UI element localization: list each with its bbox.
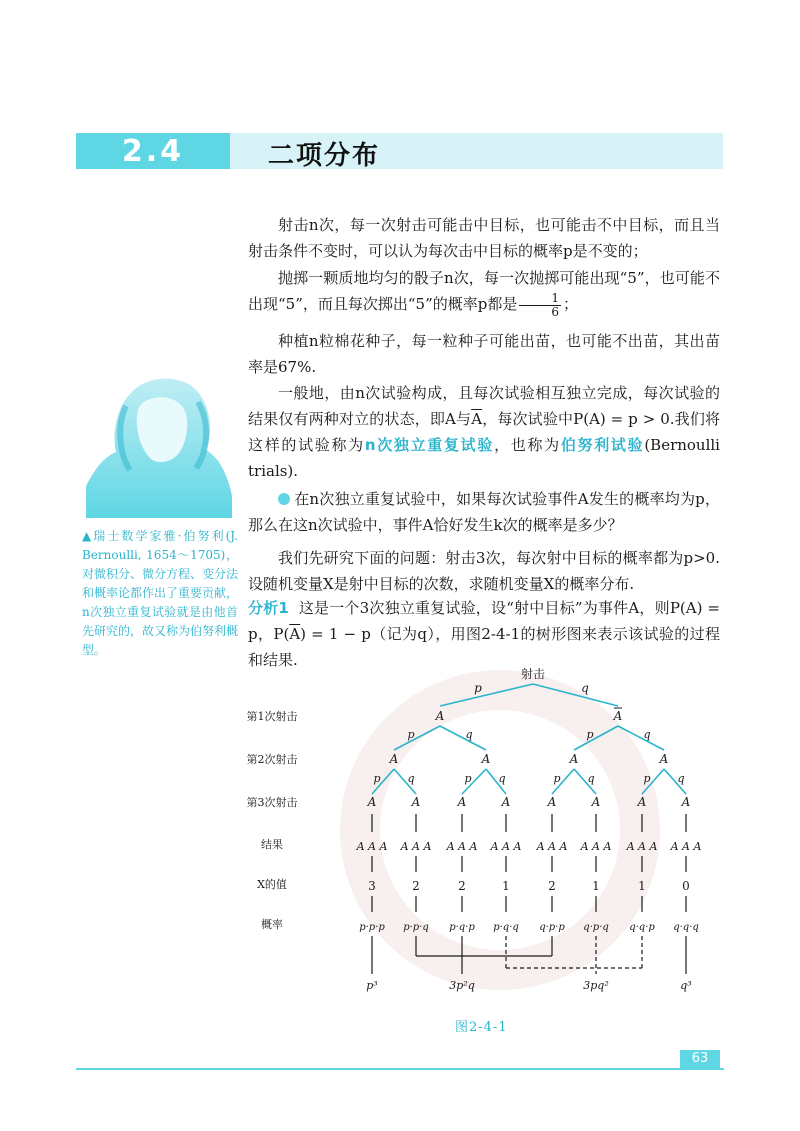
paragraph-seeds: 种植n粒棉花种子，每一粒种子可能出苗，也可能不出苗，其出苗率是67%. xyxy=(248,332,720,376)
result-label: A A A xyxy=(446,840,478,853)
probability-label: q·q·p xyxy=(629,922,655,933)
branch-q-label: q xyxy=(407,772,415,785)
sum-label: 3p²q xyxy=(449,979,475,992)
branch-p-label: p xyxy=(553,772,561,785)
fraction-numerator: 1 xyxy=(519,292,561,306)
term-independent-trials: n次独立重复试验 xyxy=(364,436,495,454)
row-label: 第1次射击 xyxy=(246,710,298,723)
probability-label: q·q·q xyxy=(673,922,699,933)
definition-text-c: ，也称为 xyxy=(494,436,561,454)
result-label: A A A xyxy=(580,840,612,853)
x-value-label: 2 xyxy=(548,879,556,893)
probability-label: p·q·p xyxy=(449,922,475,933)
figure-caption: 图2-4-1 xyxy=(455,1020,508,1035)
definition-text-b: ，每次试验中P(A) = p > 0.我们将这样的试验称为 xyxy=(248,410,720,454)
branch-q-label: q xyxy=(643,728,651,741)
paragraph-dice xyxy=(248,265,720,319)
branch-p-label: p xyxy=(373,772,381,785)
a-bar: $\overline{A}$ xyxy=(471,410,483,428)
row-label: 第3次射击 xyxy=(246,796,298,809)
x-value-label: 1 xyxy=(592,879,600,893)
section-number: 2.4 xyxy=(76,133,230,169)
node-second-shot: A xyxy=(569,752,579,766)
branch-line xyxy=(533,684,618,706)
tree-root-label: 射击 xyxy=(520,667,546,681)
branch-line xyxy=(618,726,664,750)
row-label: 结果 xyxy=(261,838,283,851)
node-third-shot: A xyxy=(681,795,691,809)
fraction-one-sixth xyxy=(519,292,561,319)
portrait-caption: ▲瑞士数学家雅·伯努利(J. Bernoulli, 1654～1705)，对微积分、微分方程、变分法和概率论都作出了重要贡献，n次独立重复试验就是由他首先研究的，故又称为伯努利概型。 xyxy=(82,529,239,657)
question-dot-icon xyxy=(278,493,290,505)
sum-label: 3pq² xyxy=(583,979,609,992)
analysis-text-b: ) = 1 − p（记为q），用图2-4-1的树形图来表示该试验的过程和结果. xyxy=(248,625,720,669)
sum-label: p³ xyxy=(366,979,378,992)
branch-q-label: q xyxy=(587,772,595,785)
node-third-shot: A xyxy=(591,795,601,809)
question-text: 在n次独立重复试验中，如果每次试验事件A发生的概率均为p，那么在这n次试验中，事件A恰好发生k次的概率是多少？ xyxy=(248,490,720,534)
branch-q-label: q xyxy=(677,772,685,785)
fraction-denominator: 6 xyxy=(551,304,560,319)
node-third-shot: A xyxy=(411,795,421,809)
branch-p-label: p xyxy=(586,728,594,741)
paragraph-definition xyxy=(248,380,720,484)
result-label: A A A xyxy=(536,840,568,853)
node-third-shot: A xyxy=(367,795,377,809)
term-bernoulli-trials: 伯努利试验 xyxy=(560,436,645,454)
branch-p-label: p xyxy=(474,681,482,695)
branch-p-label: p xyxy=(407,728,415,741)
page-title: 二项分布 xyxy=(268,141,381,171)
branch-line xyxy=(440,684,533,706)
result-label: A A A xyxy=(490,840,522,853)
result-label: A A A xyxy=(356,840,388,853)
bernoulli-portrait xyxy=(86,366,232,518)
branch-q-label: q xyxy=(581,681,589,695)
branch-p-label: p xyxy=(643,772,651,785)
bottom-rule xyxy=(76,1068,724,1070)
row-label: 第2次射击 xyxy=(246,753,298,766)
sum-label: q³ xyxy=(680,979,692,992)
probability-label: q·p·p xyxy=(539,922,565,933)
node-third-shot: A xyxy=(457,795,467,809)
definition-text-a: 一般地，由n次试验构成，且每次试验相互独立完成，每次试验的结果仅有两种对立的状态，即A与 xyxy=(248,384,720,428)
node-third-shot: A xyxy=(501,795,511,809)
branch-q-label: q xyxy=(498,772,506,785)
node-third-shot: A xyxy=(547,795,557,809)
branch-p-label: p xyxy=(464,772,472,785)
row-label: 概率 xyxy=(261,918,283,931)
paragraph-analysis xyxy=(248,595,720,673)
result-label: A A A xyxy=(626,840,658,853)
x-value-label: 0 xyxy=(682,879,690,893)
probability-label: p·p·p xyxy=(359,922,385,933)
paragraph-problem: 我们先研究下面的问题：射击3次，每次射中目标的概率都为p>0.设随机变量X是射中目标的次数，求随机变量X的概率分布. xyxy=(248,549,720,593)
x-value-label: 3 xyxy=(368,879,376,893)
probability-label: q·p·q xyxy=(583,922,609,933)
node-first-shot: A xyxy=(435,709,445,723)
result-label: A A A xyxy=(670,840,702,853)
node-second-shot: A xyxy=(659,752,669,766)
node-third-shot: A xyxy=(637,795,647,809)
title-bar xyxy=(230,133,723,169)
dice-text-end: ； xyxy=(563,295,579,313)
node-second-shot: A xyxy=(389,752,399,766)
row-label: X的值 xyxy=(257,878,287,891)
analysis-text-a: 这是一个3次独立重复试验，设“射中目标”为事件A，则P(A) = p，P( xyxy=(248,599,721,643)
x-value-label: 1 xyxy=(502,879,510,893)
dice-text: 抛掷一颗质地均匀的骰子n次，每一次抛掷可能出现“5”，也可能不出现“5”，而且每次掷出“5”的概率p都是 xyxy=(248,269,720,313)
question-paragraph xyxy=(248,486,720,538)
branch-line xyxy=(574,726,618,750)
probability-label: p·q·q xyxy=(493,922,519,933)
node-second-shot: A xyxy=(481,752,491,766)
x-value-label: 2 xyxy=(458,879,466,893)
analysis-label: 分析1 xyxy=(248,599,289,617)
node-first-shot: A xyxy=(613,709,623,723)
branch-q-label: q xyxy=(465,728,473,741)
x-value-label: 1 xyxy=(638,879,646,893)
page-number: 63 xyxy=(680,1050,720,1068)
result-label: A A A xyxy=(400,840,432,853)
paragraph-shooting: 射击n次，每一次射击可能击中目标，也可能击不中目标，而且当射击条件不变时，可以认为每次击中目标的概率p是不变的； xyxy=(248,216,720,260)
branch-line xyxy=(394,726,440,750)
branch-line xyxy=(440,726,486,750)
tree-diagram xyxy=(240,664,710,999)
probability-label: p·p·q xyxy=(403,922,429,933)
a-bar-2: $\overline{A}$ xyxy=(289,625,301,643)
x-value-label: 2 xyxy=(412,879,420,893)
definition-text-d: (Bernoulli trials). xyxy=(248,436,720,480)
